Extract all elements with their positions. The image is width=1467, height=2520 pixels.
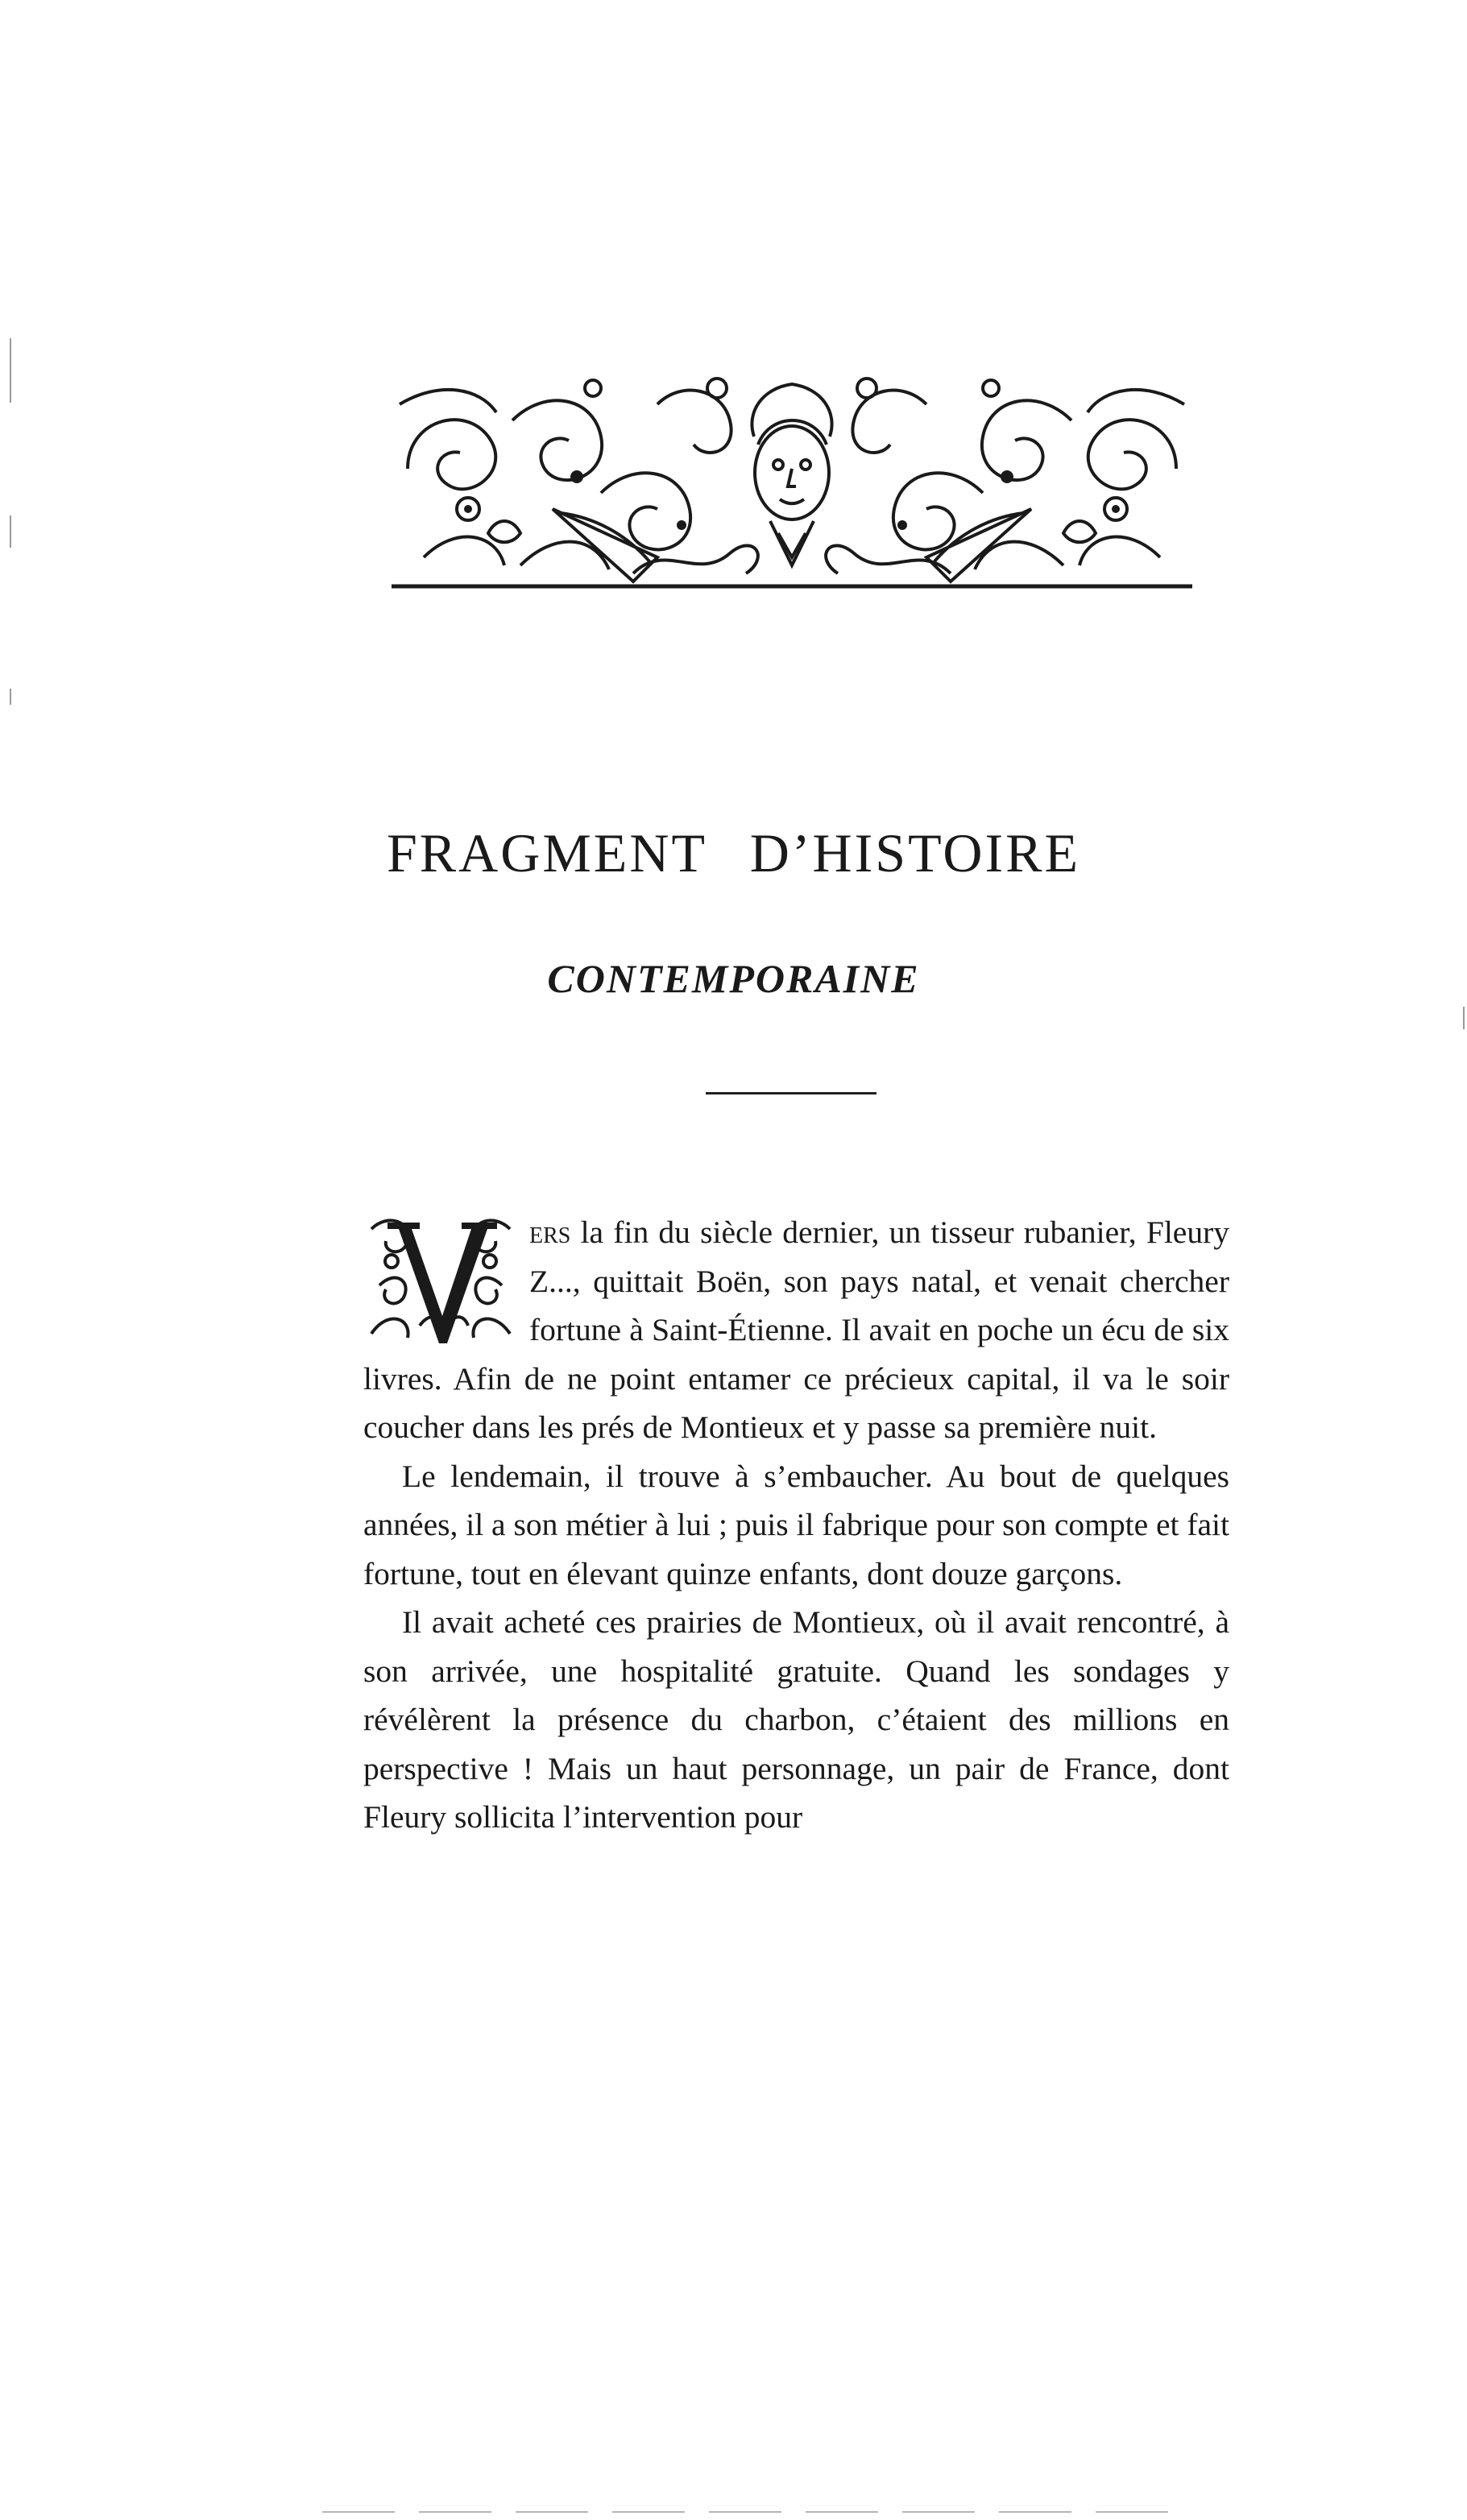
scan-edge-dashes (322, 2511, 1176, 2513)
first-word-remainder: ers (529, 1214, 571, 1250)
ornamental-letter-v-icon (363, 1213, 518, 1350)
headpiece-ornament (392, 372, 1192, 591)
chapter-title: FRAGMENT D’HISTOIRE (386, 822, 1081, 883)
chapter-subtitle: CONTEMPORAINE (547, 956, 920, 1001)
body-text (363, 1208, 1229, 1842)
scan-mark-right-1 (1463, 1007, 1465, 1029)
title-divider-rule (706, 1092, 876, 1094)
scan-mark-left-3 (10, 689, 11, 705)
scan-mark-left-2 (10, 515, 11, 548)
scan-mark-left-1 (10, 338, 11, 403)
paragraph-3: Il avait acheté ces prairies de Montieux, où il avait rencontré, à son arrivée, une hospitalité gratuite. Quand les sondages y révélèrent la présence du charbon, c’étaient des millions en perspective ! Mais un haut personnage, un pair de France, dont Fleury sollicita l’intervention pour (363, 1604, 1229, 1835)
paragraph-2: Le lendemain, il trouve à s’embaucher. Au bout de quelques années, il a son métier à lui ; puis il fabrique pour son compte et fait fortune, tout en élevant quinze enfants, dont douze garçons. (363, 1458, 1229, 1591)
dropcap (363, 1213, 518, 1350)
paragraph-1: la fin du siècle dernier, un tisseur rubanier, Fleury Z..., quittait Boën, son pays natal, et venait chercher fortune à Saint-Étienne. Il avait en poche un écu de six livres. Afin de ne point entamer ce précieux capital, il va le soir coucher dans les prés de Montieux et y passe sa première nuit. (363, 1214, 1229, 1445)
foliate-headpiece-icon (392, 372, 1192, 591)
